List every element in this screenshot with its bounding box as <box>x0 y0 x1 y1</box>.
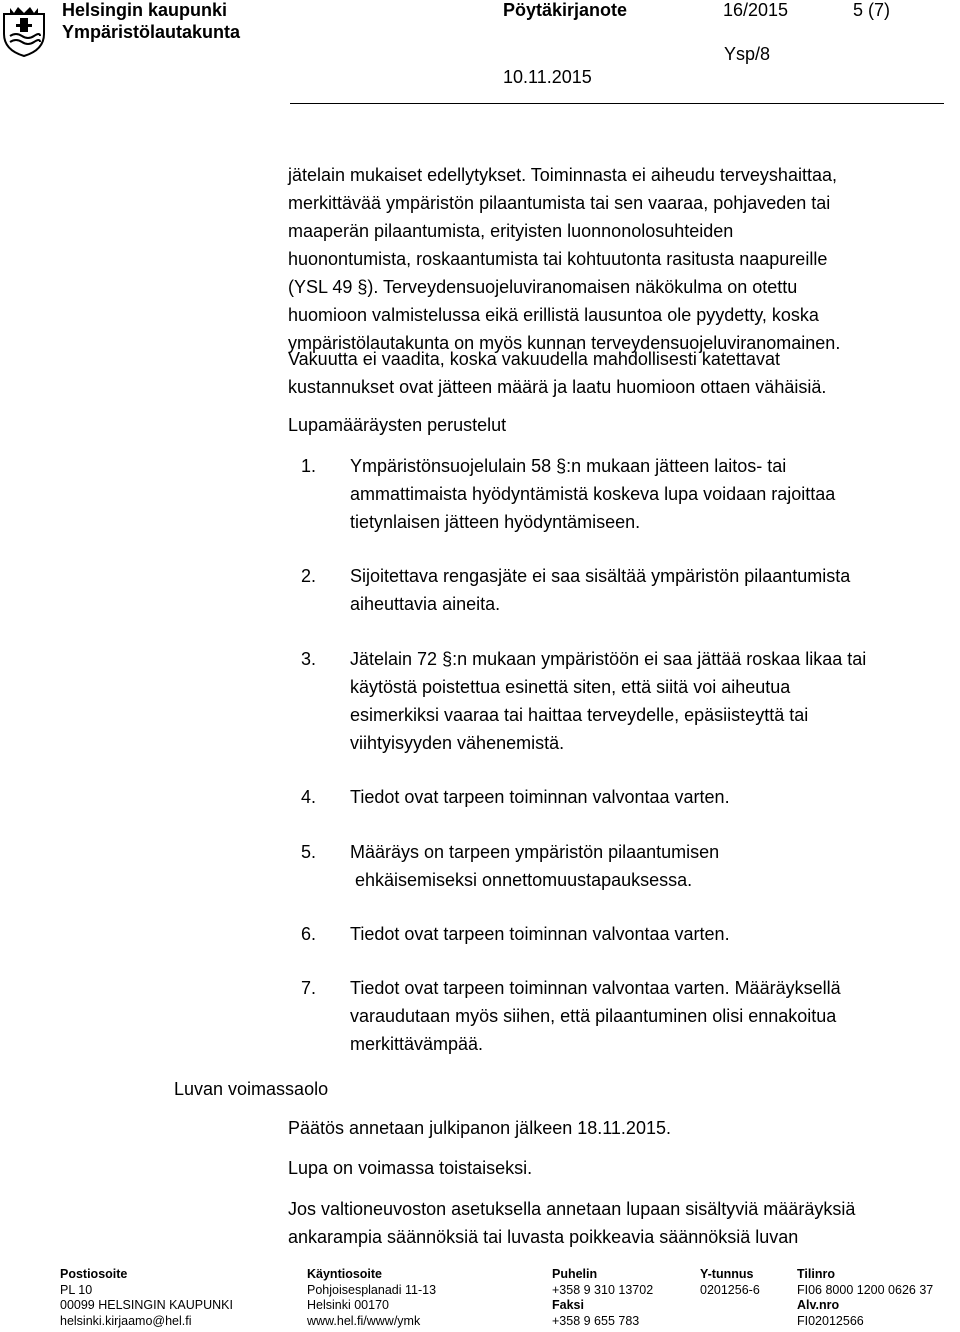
footer-value: PL 10 <box>60 1282 93 1297</box>
text-line: tietynlaisen jätteen hyödyntämiseen. <box>350 512 641 532</box>
text-line: Ympäristönsuojelulain 58 §:n mukaan jätteen laitos- tai <box>350 456 787 476</box>
text-line: viihtyisyyden vähenemistä. <box>350 733 565 753</box>
text-line: huomioon valmistelussa eikä erillistä lausuntoa ole pyydetty, koska <box>288 305 819 325</box>
page-number: 5 (7) <box>853 0 891 20</box>
text-line: aiheuttavia aineita. <box>350 594 501 614</box>
header-divider <box>290 103 944 104</box>
list-item-number: 3. <box>301 649 317 669</box>
text-line: merkittävämpää. <box>350 1034 484 1054</box>
text-line: Tiedot ovat tarpeen toiminnan valvontaa varten. <box>350 787 730 807</box>
footer-label: Postiosoite <box>60 1267 128 1281</box>
list-item-number: 2. <box>301 566 317 586</box>
text-line: Määräys on tarpeen ympäristön pilaantumisen <box>350 842 720 862</box>
org-name: Helsingin kaupunki <box>62 0 228 20</box>
footer-label: Puhelin <box>552 1267 598 1281</box>
validity-duration: Lupa on voimassa toistaiseksi. <box>288 1158 533 1178</box>
subheading-rationale: Lupamääräysten perustelut <box>288 415 507 435</box>
footer-postal-address <box>60 1267 233 1329</box>
text-line: varaudutaan myös siihen, että pilaantuminen olisi ennakoitua <box>350 1006 837 1026</box>
doc-type: Pöytäkirjanote <box>503 0 628 20</box>
footer-label: Käyntiosoite <box>307 1267 383 1281</box>
footer-value: +358 9 655 783 <box>552 1313 640 1328</box>
text-line: huonontumista, roskaantumista tai kohtuutonta rasitusta naapureille <box>288 249 828 269</box>
text-line: ankarampia säännöksiä tai luvasta poikkeavia säännöksiä luvan <box>288 1227 799 1247</box>
footer-value: Helsinki 00170 <box>307 1298 389 1312</box>
list-item <box>350 838 719 894</box>
text-line: ympäristölautakunta on myös kunnan terveydensuojeluviranomainen. <box>288 333 841 353</box>
footer-value: 00099 HELSINGIN KAUPUNKI <box>60 1298 233 1312</box>
text-line: käytöstä poistettua esinettä siten, että siitä voi aiheutua <box>350 677 791 697</box>
list-item <box>350 920 730 948</box>
list-item <box>350 974 841 1058</box>
footer-value: Pohjoisesplanadi 11-13 <box>307 1282 437 1297</box>
list-item-number: 1. <box>301 456 317 476</box>
text-line: ammattimaista hyödyntämistä koskeva lupa voidaan rajoittaa <box>350 484 836 504</box>
text-line: maaperän pilaantumista, erityisten luonnonolosuhteiden <box>288 221 734 241</box>
text-line: esimerkiksi vaaraa tai haittaa terveydelle, epäsiisteyttä tai <box>350 705 809 725</box>
validity-decision: Päätös annetaan julkipanon jälkeen 18.11.2015. <box>288 1118 671 1138</box>
footer-business-id <box>700 1267 760 1298</box>
text-line: Tiedot ovat tarpeen toiminnan valvontaa varten. <box>350 924 730 944</box>
footer-phone <box>552 1267 653 1329</box>
meeting-date: 10.11.2015 <box>503 67 592 87</box>
text-line: Tiedot ovat tarpeen toiminnan valvontaa varten. Määräyksellä <box>350 978 841 998</box>
list-item <box>350 783 730 811</box>
footer-value: 0201256-6 <box>700 1282 760 1297</box>
text-line: Jos valtioneuvoston asetuksella annetaan lupaan sisältyviä määräyksiä <box>288 1199 856 1219</box>
helsinki-crest-logo <box>2 4 46 58</box>
footer-label: Faksi <box>552 1298 584 1312</box>
text-line: ehkäisemiseksi onnettomuustapauksessa. <box>350 870 693 890</box>
list-item-number: 4. <box>301 787 317 807</box>
text-line: merkittävää ympäristön pilaantumista tai sen vaaraa, pohjaveden tai <box>288 193 831 213</box>
footer-label: Tilinro <box>797 1267 835 1281</box>
footer-label: Alv.nro <box>797 1298 840 1312</box>
section-code: Ysp/8 <box>724 44 771 64</box>
footer-value: FI06 8000 1200 0626 37 <box>797 1282 934 1297</box>
side-heading-validity: Luvan voimassaolo <box>174 1079 329 1099</box>
footer-label: Y-tunnus <box>700 1267 754 1281</box>
paragraph-requirements <box>288 161 948 357</box>
doc-number: 16/2015 <box>723 0 789 20</box>
text-line: Jätelain 72 §:n mukaan ympäristöön ei saa jättää roskaa likaa tai <box>350 649 867 669</box>
footer-account <box>797 1267 933 1329</box>
text-line: (YSL 49 §). Terveydensuojeluviranomaisen näkökulma on otettu <box>288 277 798 297</box>
validity-regulation <box>288 1195 948 1251</box>
footer-visiting-address <box>307 1267 436 1329</box>
footer-website: www.hel.fi/www/ymk <box>307 1313 421 1328</box>
footer-value: +358 9 310 13702 <box>552 1282 654 1297</box>
footer-value: FI02012566 <box>797 1313 864 1328</box>
list-item <box>350 645 866 757</box>
board-name: Ympäristölautakunta <box>62 22 241 42</box>
text-line: Sijoitettava rengasjäte ei saa sisältää ympäristön pilaantumista <box>350 566 851 586</box>
text-line: kustannukset ovat jätteen määrä ja laatu huomioon ottaen vähäisiä. <box>288 377 827 397</box>
list-item-number: 5. <box>301 842 317 862</box>
text-line: jätelain mukaiset edellytykset. Toiminnasta ei aiheudu terveyshaittaa, <box>288 165 837 185</box>
list-item-number: 7. <box>301 978 317 998</box>
text-line: Vakuutta ei vaadita, koska vakuudella mahdollisesti katettavat <box>288 349 780 369</box>
paragraph-security <box>288 345 948 401</box>
list-item <box>350 452 835 536</box>
list-item <box>350 562 850 618</box>
list-item-number: 6. <box>301 924 317 944</box>
footer-email: helsinki.kirjaamo@hel.fi <box>60 1313 192 1328</box>
